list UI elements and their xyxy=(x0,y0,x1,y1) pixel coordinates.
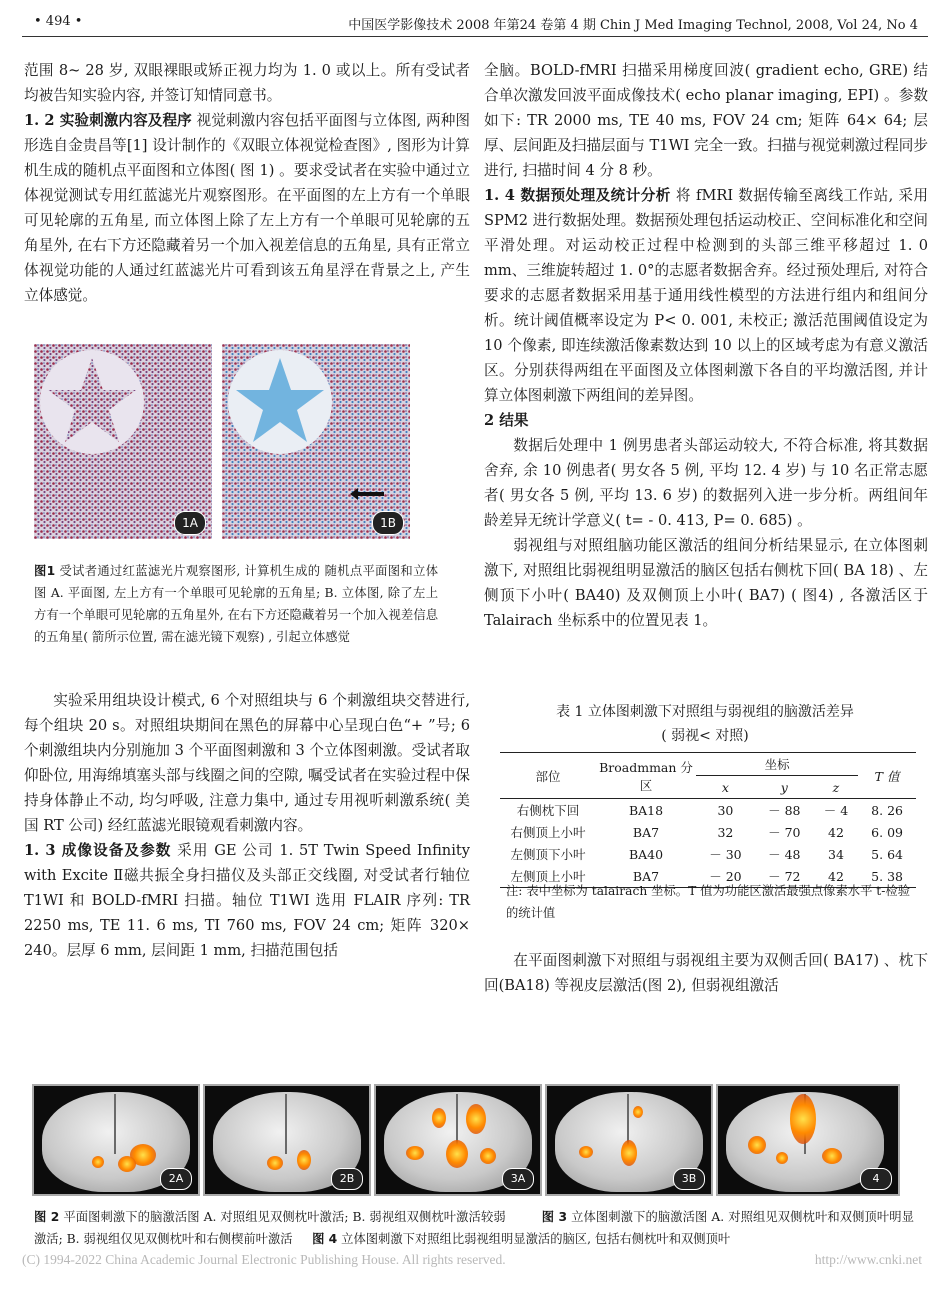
paragraph-plane-results: 在平面图刺激下对照组与弱视组主要为双侧舌回( BA17) 、枕下回(BA18) 等视皮层激活(图 2), 但弱视组激活 xyxy=(484,952,928,994)
table-1 xyxy=(500,752,916,888)
figure-label: 2B xyxy=(331,1168,363,1190)
cell: 42 xyxy=(828,824,844,840)
section-body: 采用 GE 公司 1. 5T Twin Speed Infinity with Excite Ⅱ磁共振全身扫描仪及头部正交线圈, 对受试者行轴位 T1WI 和 BOLD-fMRI 扫描。轴位 T1WI 选用 FLAIR 序列: TR 2250 ms, TE 11. 6 ms, TI 760 ms, FOV 24 cm; 矩阵 320× 240。层厚 6 mm, 层间距 1 mm, 扫描范围包括 xyxy=(24,842,470,959)
table-1-note: 注: 表中坐标为 talairach 坐标。T 值为功能区激活最强点像素水平 t-检验的统计值 xyxy=(506,884,910,920)
figure-label-1a: 1A xyxy=(174,511,206,535)
cell: 左侧顶下小叶 xyxy=(510,847,586,862)
left-column-bottom xyxy=(24,688,470,963)
caption-text: 平面图刺激下的脑激活图 A. 对照组见双侧枕叶激活; B. 弱视组双侧枕叶激活较弱 xyxy=(59,1210,506,1224)
section-2-heading: 2 结果 xyxy=(484,412,529,429)
section-heading: 1. 4 数据预处理及统计分析 xyxy=(484,187,671,204)
col-header-z: z xyxy=(832,779,840,795)
table-row xyxy=(500,843,916,865)
section-heading: 1. 2 实验刺激内容及程序 xyxy=(24,112,192,129)
running-header xyxy=(24,14,926,36)
paragraph-bold-params: 全脑。BOLD-fMRI 扫描采用梯度回波( gradient echo, GRE) 结合单次激发回波平面成像技术( echo planar imaging, EPI) 。参数如下: TR 2000 ms, TE 40 ms, FOV 24 cm; 矩阵 64× 64; 层厚、层间距及扫描层面与 T1WI 完全一致。扫描与视觉刺激过程同步进行, 扫描时间 4 分 8 秒。 xyxy=(484,62,928,179)
paragraph-subjects: 范围 8~ 28 岁, 双眼裸眼或矫正视力均为 1. 0 或以上。所有受试者均被告知实验内容, 并签订知情同意书。 xyxy=(24,62,470,104)
figures-2-4-caption xyxy=(34,1206,914,1250)
caption-text: 立体图刺激下的脑激活图 A. 对照组见双侧枕叶和双侧顶叶明显激活; B. 弱视组仅见双侧枕叶和右侧楔前叶激活 xyxy=(34,1210,914,1246)
cell: BA40 xyxy=(628,846,664,862)
figure-label: 3B xyxy=(673,1168,705,1190)
right-column-top xyxy=(484,58,928,633)
cell: 34 xyxy=(828,846,844,862)
copyright-footer xyxy=(22,1252,928,1268)
cell: － 70 xyxy=(768,825,801,840)
caption-label: 图 3 xyxy=(541,1210,568,1224)
cell: 左侧顶上小叶 xyxy=(510,869,586,884)
section-body: 将 fMRI 数据传输至离线工作站, 采用 SPM2 进行数据处理。数据预处理包括运动校正、空间标准化和空间平滑处理。对运动校正过程中检测到的头部三维平移超过 1. 0 mm、三维旋转超过 1. 0°的志愿者数据舍弃。经过预处理后, 对符合要求的志愿者数据采用基于通用线性模型的方法进行组内和组间分析。统计阈值概率设定为 P< 0. 001, 未校正; 激活范围阈值设定为 10 个像素, 即连续激活像素数达到 10 以上的区域考虑为有意义激活区。分别获得两组在平面图及立体图刺激下各自的平均激活图, 并计算立体图刺激下两组间的差异图。 xyxy=(484,187,928,404)
table-row xyxy=(500,821,916,843)
col-header-y: y xyxy=(780,779,788,795)
table-caption: 表 1 立体图刺激下对照组与弱视组的脑激活差异 xyxy=(556,704,854,720)
cell: 右侧枕下回 xyxy=(516,803,580,818)
section-body: 视觉刺激内容包括平面图与立体图, 两种图形选自金贵昌等[1] 设计制作的《双眼立体视觉检查图》, 图形为计算机生成的随机点平面图和立体图( 图 1) 。要求受试者在实验中通过立体视觉测试专用红蓝滤光片观察图形。在平面图的左上方有一个单眼可见轮廓的五角星, 而立体图上除了左上方有一个单眼可见轮廓的五角星外, 在右下方还隐藏着另一个加入视差信息的五角星, 具有正常立体视觉功能的人通过红蓝滤光片可看到该五角星浮在背景之上, 产生立体感觉。 xyxy=(24,112,470,304)
col-header-ba: Broadmman 分区 xyxy=(599,759,693,793)
paragraph-results-2: 弱视组与对照组脑功能区激活的组间分析结果显示, 在立体图刺激下, 对照组比弱视组明显激活的脑区包括右侧枕下回( BA 18) 、左侧顶下小叶( BA40) 及双侧顶上小叶( BA7) ( 图4) , 各激活区于 Talairach 坐标系中的位置见表 1。 xyxy=(484,537,928,629)
brain-figure-3a xyxy=(374,1084,542,1196)
site-link[interactable]: http://www.cnki.net xyxy=(814,1252,922,1267)
brain-figure-3b xyxy=(545,1084,713,1196)
right-column-bottom xyxy=(484,948,928,998)
figure-label: 4 xyxy=(860,1168,892,1190)
table-row xyxy=(500,799,916,822)
cell: － 48 xyxy=(768,847,801,862)
brain-figure-2b xyxy=(203,1084,371,1196)
figure-1a-plane xyxy=(34,344,212,539)
figure-1b-stereo xyxy=(222,344,410,539)
cell: － 30 xyxy=(709,847,742,862)
figure-label: 3A xyxy=(502,1168,534,1190)
page-number: • 494 • xyxy=(34,14,83,29)
col-header-coord: 坐标 xyxy=(696,753,858,776)
cell: 42 xyxy=(828,868,844,884)
paragraph-results-1: 数据后处理中 1 例男患者头部运动较大, 不符合标准, 将其数据舍弃, 余 10 例患者( 男女各 5 例, 平均 12. 4 岁) 与 10 名正常志愿者( 男女各 5 例, 平均 13. 6 岁) 的数据列入进一步分析。两组间年龄差异无统计学意义( t= - 0. 413, P= 0. 685) 。 xyxy=(484,437,928,529)
left-column-top xyxy=(24,58,470,308)
journal-citation: 中国医学影像技术 2008 年第24 卷第 4 期 Chin J Med Imaging Technol, 2008, Vol 24, No 4 xyxy=(348,18,918,33)
table-subcaption: ( 弱视< 对照) xyxy=(661,728,749,744)
cell: BA7 xyxy=(632,824,660,840)
cell: 8. 26 xyxy=(871,802,903,818)
cell: 30 xyxy=(717,802,734,818)
figure-label-1b: 1B xyxy=(372,511,404,535)
random-dot-pattern xyxy=(222,344,410,539)
caption-label: 图1 xyxy=(34,564,56,578)
col-header-t: T 值 xyxy=(874,768,900,784)
cell: － 4 xyxy=(823,803,849,818)
figure-1-caption xyxy=(34,560,438,648)
caption-label: 图 4 xyxy=(312,1232,338,1246)
cell: 右侧顶上小叶 xyxy=(510,825,586,840)
brain-figure-2a xyxy=(32,1084,200,1196)
cell: 6. 09 xyxy=(871,824,903,840)
cell: 5. 38 xyxy=(871,868,903,884)
paragraph-block-design: 实验采用组块设计模式, 6 个对照组块与 6 个刺激组块交替进行, 每个组块 20 s。对照组块期间在黑色的屏幕中心呈现白色“+ ”号; 6 个刺激组块内分别施加 3 个平面图刺激和 3 个立体图刺激。受试者取仰卧位, 用海绵填塞头部与线圈之间的空隙, 嘱受试者在实验过程中保持身体静止不动, 均匀呼吸, 注意力集中, 通过专用视听刺激系统( 美国 RT 公司) 经红蓝滤光眼镜观看刺激内容。 xyxy=(24,692,470,834)
data-table xyxy=(500,752,916,888)
section-1-2 xyxy=(24,108,470,308)
cell: － 88 xyxy=(768,803,801,818)
cell: 5. 64 xyxy=(871,846,903,862)
col-header-x: x xyxy=(721,779,729,795)
cell: － 20 xyxy=(709,869,742,884)
figure-label: 2A xyxy=(160,1168,192,1190)
section-1-4 xyxy=(484,183,928,408)
brain-figure-4 xyxy=(716,1084,900,1196)
cell: － 72 xyxy=(768,869,801,884)
cell: 32 xyxy=(717,824,734,840)
cell: BA18 xyxy=(628,802,664,818)
caption-text: 受试者通过红蓝滤光片观察图形, 计算机生成的 随机点平面图和立体图 A. 平面图, 左上方有一个单眼可见轮廓的五角星; B. 立体图, 除了左上方有一个单眼可见轮廓的五角星外, 在右下方还隐藏着另一个加入视差信息的五角星( 箭所示位置, 需在滤光镜下观察) , 引起立体感觉 xyxy=(34,564,438,644)
section-heading: 1. 3 成像设备及参数 xyxy=(24,842,172,859)
copyright-text: (C) 1994-2022 China Academic Journal Electronic Publishing House. All rights reserved. xyxy=(22,1252,506,1267)
caption-text: 立体图刺激下对照组比弱视组明显激活的脑区, 包括右侧枕叶和双侧顶叶 xyxy=(337,1232,731,1246)
random-dot-pattern xyxy=(34,344,212,539)
header-rule xyxy=(22,36,928,37)
section-1-3 xyxy=(24,838,470,963)
cell: BA7 xyxy=(632,868,660,884)
table-1-title xyxy=(496,700,914,748)
col-header-region: 部位 xyxy=(535,768,561,784)
caption-label: 图 2 xyxy=(34,1210,60,1224)
